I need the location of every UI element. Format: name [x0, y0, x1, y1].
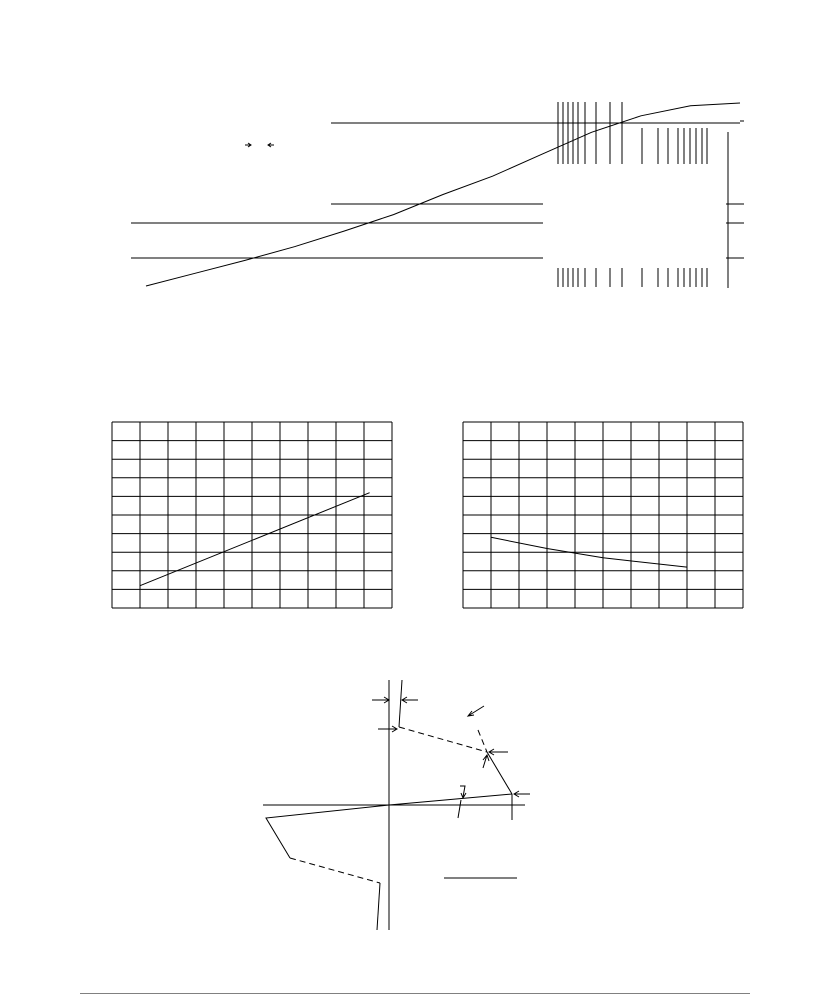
top-chart — [131, 102, 744, 288]
diagram-lower-segment — [266, 805, 389, 858]
top-chart-curve — [146, 103, 740, 286]
diagram-arrow-upper-point-icon — [378, 726, 397, 732]
grid-right-lines — [463, 422, 743, 608]
diagram-lower-tail — [377, 883, 380, 930]
diagram-upper-dashed — [399, 727, 487, 752]
grid-chart-left — [112, 422, 392, 608]
diagram-dashed-pointer — [478, 730, 487, 752]
diagram-arrow-knee-up-icon — [483, 755, 489, 768]
diagram-upper-tail — [399, 680, 402, 727]
diagram-arrow-left-icon — [402, 697, 418, 703]
diagram-center-line — [389, 794, 512, 805]
diagram-arrow-end-icon — [514, 791, 530, 797]
bottom-diagram — [263, 680, 530, 930]
diagram-arrow-knee-icon — [489, 749, 508, 755]
grid-left-series-line — [140, 493, 370, 586]
diagram-lower-dashed — [290, 858, 380, 883]
diagram-arrow-right-icon — [372, 697, 389, 703]
small-arrow-right-icon — [245, 143, 251, 147]
top-chart-bars-lower — [558, 268, 707, 287]
diagram-upper-segment — [487, 752, 512, 794]
diagram-arrow-diagonal-icon — [468, 706, 484, 716]
grid-chart-right — [463, 422, 743, 608]
diagram-slope-marker-icon — [458, 786, 465, 818]
top-chart-bars-upper — [558, 102, 707, 164]
small-arrow-left-icon — [268, 143, 274, 147]
